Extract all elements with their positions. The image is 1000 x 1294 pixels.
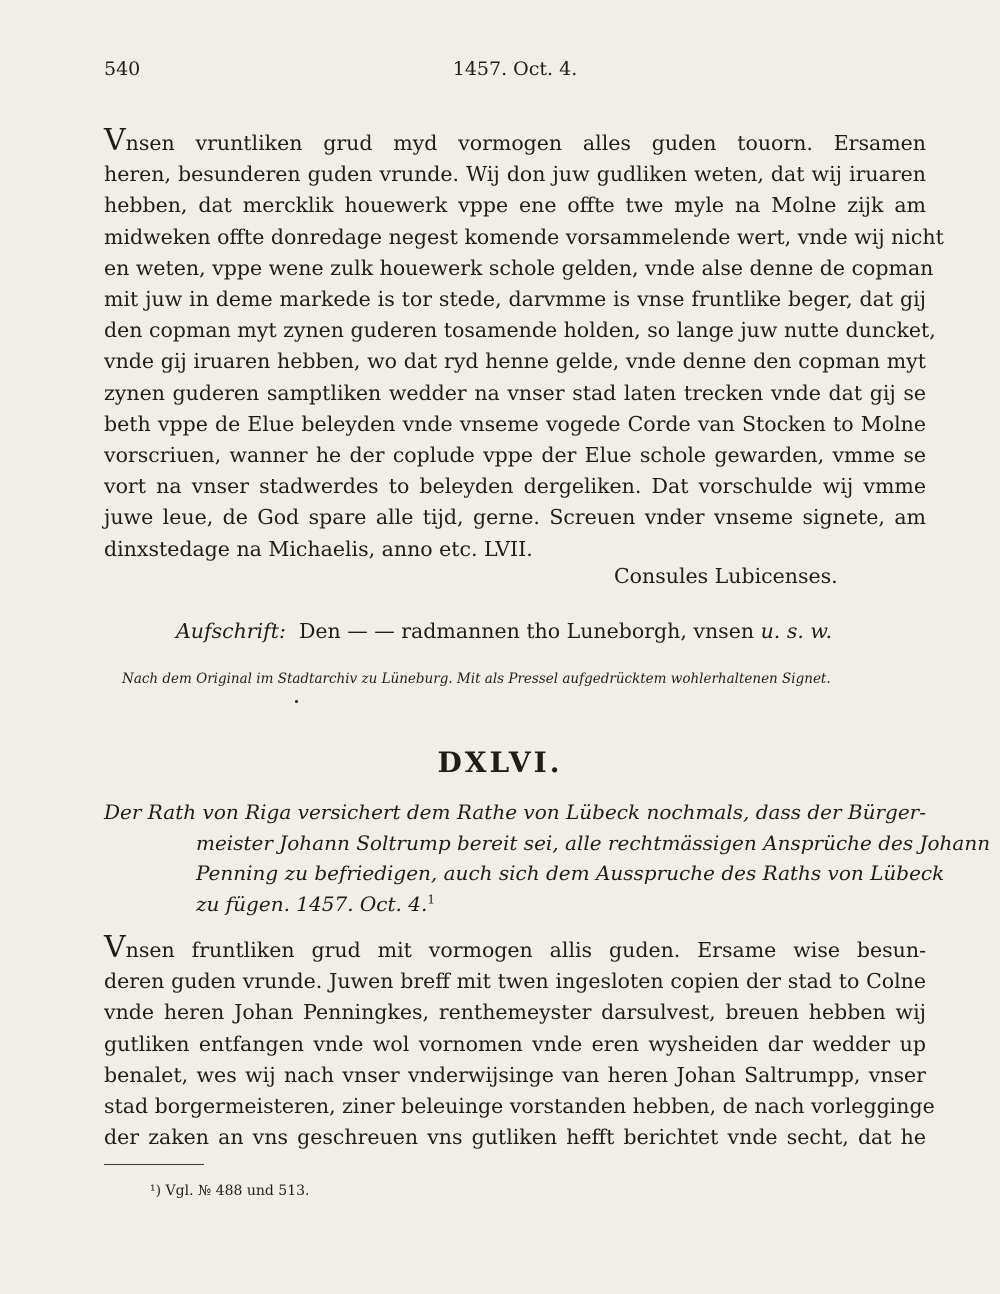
letter-1-line: juwe leue, de God spare alle tijd, gerne. Screuen vnder vnseme signete, am xyxy=(104,505,926,530)
letter-1-line: beth vppe de Elue beleyden vnde vnseme vogede Corde van Stocken to Molne xyxy=(104,411,926,436)
document-number: DXLVI. xyxy=(437,746,563,779)
letter-1-line: en weten, vppe wene zulk houewerk schole gelden, vnde alse denne de copman xyxy=(104,255,934,280)
document-summary xyxy=(104,797,991,919)
letter-2-line: Vnsen fruntliken grud mit vormogen allis guden. Ersame wise besun- xyxy=(104,930,926,965)
aufschrift-label: Aufschrift: xyxy=(176,619,286,643)
aufschrift xyxy=(176,619,832,643)
letter-2-line: vnde heren Johan Penningkes, renthemeyster darsulvest, breuen hebben wij xyxy=(104,1000,926,1025)
letter-1-line: heren, besunderen guden vrunde. Wij don juw gudliken weten, dat wij iruaren xyxy=(104,162,926,187)
letter-2-line: der zaken an vns geschreuen vns gutliken hefft berichtet vnde secht, dat he xyxy=(104,1125,926,1150)
letter-1-line: mit juw in deme markede is tor stede, darvmme is vnse fruntlike beger, dat gij xyxy=(104,287,926,312)
summary-line: Der Rath von Riga versichert dem Rathe von Lübeck nochmals, dass der Bürger- xyxy=(104,800,926,824)
letter-1-line: vnde gij iruaren hebben, wo dat ryd henne gelde, vnde denne den copman myt xyxy=(104,349,926,374)
aufschrift-text: Den — — radmannen tho Luneborgh, vnsen xyxy=(298,619,755,643)
stray-dot xyxy=(295,700,298,703)
summary-line: zu fügen. 1457. Oct. 4.$^1$ xyxy=(196,891,435,916)
footnote: ¹) Vgl. № 488 und 513. xyxy=(150,1183,310,1199)
letter-1-line: vorscriuen, wanner he der coplude vppe der Elue schole gewarden, vmme se xyxy=(104,443,926,468)
letter-1-line: zynen guderen samptliken wedder na vnser stad laten trecken vnde dat gij se xyxy=(104,380,926,405)
drop-initial: V xyxy=(104,123,126,158)
footnote-mark: 1 xyxy=(427,891,435,906)
page-number: 540 xyxy=(104,58,141,80)
letter-1-text xyxy=(104,123,944,565)
drop-initial: V xyxy=(104,930,126,965)
header-date: 1457. Oct. 4. xyxy=(452,58,578,80)
letter-2-line: gutliken entfangen vnde wol vornomen vnde eren wysheiden dar wedder up xyxy=(104,1031,926,1056)
letter-2-line: benalet, wes wij nach vnser vnderwijsinge van heren Johan Saltrumpp, vnser xyxy=(104,1062,926,1087)
letter-2-line: stad borgermeisteren, ziner beleuinge vorstanden hebben, de nach vorlegginge xyxy=(104,1094,935,1119)
page-header xyxy=(104,58,926,88)
summary-line: Penning zu befriedigen, auch sich dem Ausspruche des Raths von Lübeck xyxy=(196,861,945,885)
letter-1-line: midweken offte donredage negest komende vorsammelende wert, vnde wij nicht xyxy=(104,224,944,249)
summary-line: meister Johann Soltrump bereit sei, alle rechtmässigen Ansprüche des Johann xyxy=(196,830,991,855)
letter-1-line: vort na vnser stadwerdes to beleyden dergeliken. Dat vorschulde wij vmme xyxy=(104,474,926,499)
letter-1-line: Vnsen vruntliken grud myd vormogen alles guden touorn. Ersamen xyxy=(104,123,926,158)
letter-1-line: hebben, dat mercklik houewerk vppe ene offte twe myle na Molne zijk am xyxy=(104,193,926,218)
aufschrift-abbr: u. s. w. xyxy=(760,619,832,643)
letter-1-line: den copman myt zynen guderen tosamende holden, so lange juw nutte duncket, xyxy=(104,318,936,343)
letter-2-text xyxy=(104,930,935,1153)
signature: Consules Lubicenses. xyxy=(614,564,838,588)
letter-2-line: deren guden vrunde. Juwen breff mit twen ingesloten copien der stad to Colne xyxy=(104,969,926,994)
footnote-rule xyxy=(104,1164,204,1165)
source-note: Nach dem Original im Stadtarchiv zu Lüneburg. Mit als Pressel aufgedrücktem wohlerhaltenen Signet. xyxy=(122,671,831,687)
letter-1-line: dinxstedage na Michaelis, anno etc. LVII. xyxy=(104,536,533,561)
